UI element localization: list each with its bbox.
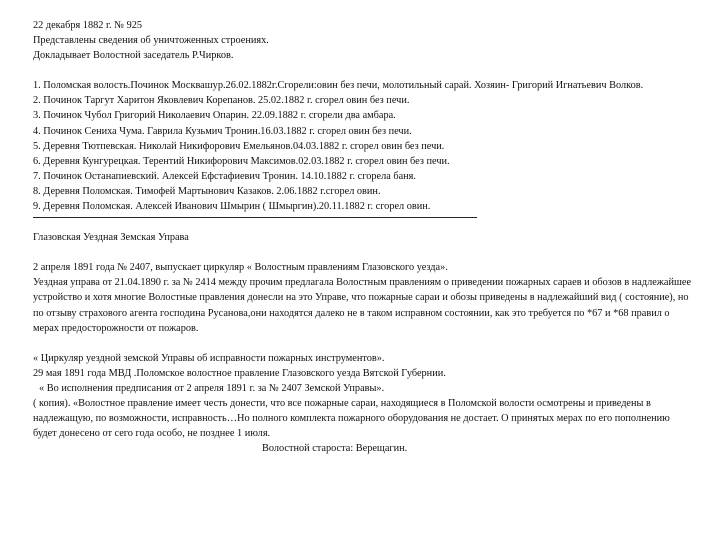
- entry-2: 2. Починок Таргут Харитон Яковлевич Корепанов. 25.02.1882 г. сгорел овин без печи.: [33, 95, 410, 107]
- entry-9: 9. Деревня Поломская. Алексей Иванович Шмырин ( Шмыргин).20.11.1882 г. сгорел овин.: [33, 201, 431, 213]
- section2-body: Уездная управа от 21.04.1890 г. за № 2414 между прочим предлагала Волостным правлениям о приведении пожарных сараев и обозов в надлежайшее устройство и хотя многие Волостные правления донесли на это Управе, что пожарные сараи и обозы приведены в надлежайший вид ( состояние), но по отзыву страхового агента господина Русанова,они находятся далеко не в таком исправном состоянии, как это требуется по *67 и *68 правил о мерах предосторожности от пожаров.: [33, 277, 692, 334]
- section2-title: Глазовская Уездная Земская Управа: [33, 232, 189, 244]
- section3-title: « Циркуляр уездной земской Управы об исправности пожарных инструментов».: [33, 352, 385, 364]
- entry-8: 8. Деревня Поломская. Тимофей Мартынович Казаков. 2.06.1882 г.сгорел овин.: [33, 185, 381, 197]
- document-page: [33, 18, 693, 456]
- section3-date-line: 29 мая 1891 года МВД .Поломское волостное правление Глазовского уезда Вятской Губернии.: [33, 367, 446, 379]
- reporter-line: Докладывает Волостной заседатель Р.Чирков.: [33, 50, 234, 62]
- horizontal-rule: [33, 217, 477, 218]
- entry-4: 4. Починок Сениха Чума. Гаврила Кузьмич Тронин.16.03.1882 г. сгорел овин без печи.: [33, 125, 412, 137]
- entry-1: 1. Поломская волость.Починок Москвашур.26.02.1882г.Сгорели:овин без печи, молотильный сарай. Хозяин- Григорий Игнатьевич Волков.: [33, 80, 644, 92]
- signature-line: Волостной староста: Верещагин.: [262, 443, 408, 455]
- section2-circular: 2 апреля 1891 года № 2407, выпускает циркуляр « Волостным правлениям Глазовского уезда».: [33, 262, 448, 274]
- entry-3: 3. Починок Чубол Григорий Николаевич Опарин. 22.09.1882 г. сгорели два амбара.: [33, 110, 396, 122]
- entry-7: 7. Починок Останапиевский. Алексей Ефстафиевич Тронин. 14.10.1882 г. сгорела баня.: [33, 170, 416, 182]
- entry-6: 6. Деревня Кунгурецкая. Терентий Никифорович Максимов.02.03.1882 г. сгорел овин без печи.: [33, 155, 450, 167]
- date-line: 22 декабря 1882 г. № 925: [33, 20, 143, 31]
- section3-body: ( копия). «Волостное правление имеет честь донести, что все пожарные сараи, находящиеся в Поломской волости осмотрены и приведены в надлежащую, по возможности, исправность…Но полного комплекта пожарного оборудования не достает. О принятых мерах по его пополнению будет донесено от сего года особо, не позднее 1 июля.: [33, 397, 670, 440]
- section3-reference: « Во исполнения предписания от 2 апреля 1891 г. за № 2407 Земской Управы».: [39, 382, 385, 394]
- subject-line: Представлены сведения об уничтоженных строениях.: [33, 35, 269, 47]
- entry-5: 5. Деревня Тютпевская. Николай Никифорович Емельянов.04.03.1882 г. сгорел овин без печи.: [33, 140, 445, 152]
